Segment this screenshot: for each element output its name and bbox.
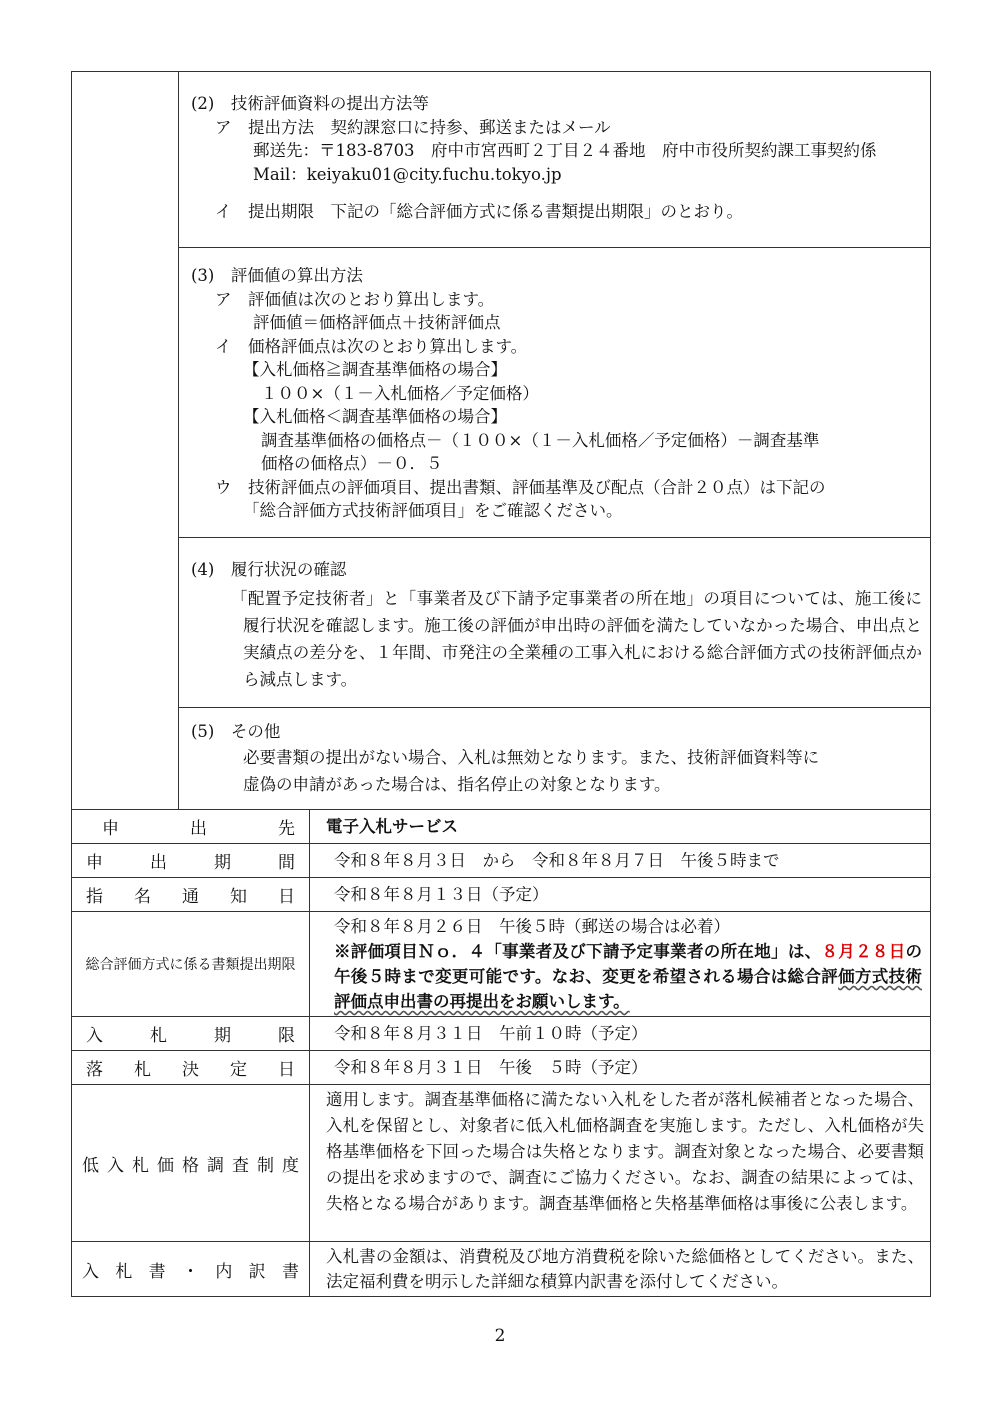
deadline-line: 令和８年８月２６日 午後５時（郵送の場合は必着） [334, 917, 730, 936]
case-1-heading: 【入札価格≧調査基準価格の場合】 [243, 360, 507, 379]
notice-label: 指名通知日 [72, 878, 310, 912]
section-4 [179, 537, 931, 708]
section-4-row [72, 537, 931, 708]
deadline-note-part-1: ※評価項目Ｎｏ．４「事業者及び下請予定事業者の所在地」は、 [334, 942, 822, 961]
award-date-row [72, 1051, 931, 1085]
submission-deadline-note: イ 提出期限 下記の「総合評価方式に係る書類提出期限」のとおり。 [215, 202, 743, 221]
deadline-label: 総合評価方式に係る書類提出期限 [72, 912, 310, 1017]
period-row [72, 844, 931, 878]
section-5 [179, 708, 931, 810]
evaluation-value-formula: 評価値＝価格評価点＋技術評価点 [253, 313, 501, 332]
evaluation-value-intro: ア 評価値は次のとおり算出します。 [215, 289, 495, 309]
section-3-heading: (3) 評価値の算出方法 [191, 266, 363, 285]
page-number: 2 [494, 1326, 506, 1346]
technical-score-note-1: ウ 技術評価点の評価項目、提出書類、評価基準及び配点（合計２０点）は下記の [215, 477, 826, 497]
deadline-change-note [334, 939, 922, 1014]
deadline-note-date: ８月２８日 [821, 942, 906, 961]
left-blank-cell [72, 72, 179, 810]
section-2 [179, 72, 931, 248]
bid-deadline-value: 令和８年８月３１日 午前１０時（予定） [310, 1017, 931, 1051]
period-value: 令和８年８月３日 から 令和８年８月７日 午後５時まで [310, 844, 931, 878]
bid-deadline-row [72, 1017, 931, 1051]
award-date-label: 落札決定日 [72, 1051, 310, 1085]
section-2-row [72, 72, 931, 248]
section-5-row [72, 708, 931, 810]
bid-docs-label: 入札書・内訳書 [72, 1242, 310, 1297]
notice-value: 令和８年８月１３日（予定） [310, 878, 931, 912]
case-2-formula-line-2: 価格の価格点）－０．５ [261, 454, 443, 473]
award-date-value: 令和８年８月３１日 午後 ５時（予定） [310, 1051, 931, 1085]
deadline-row [72, 912, 931, 1017]
low-bid-row [72, 1085, 931, 1242]
section-2-heading: (2) 技術評価資料の提出方法等 [191, 94, 429, 113]
deadline-note-part-3: 価方式技術評価点申出書の再提出をお願いします。 [334, 967, 922, 1011]
period-label: 申出期間 [72, 844, 310, 878]
notice-sheet [71, 71, 930, 1297]
conditions-table [71, 71, 931, 1297]
performance-check-text: 「配置予定技術者」と「事業者及び下請予定事業者の所在地」の項目については、施工後に履行状況を確認します。施工後の評価が申出時の評価を満たしていなかった場合、申出点と実績点の差分を、１年間、市発注の全業種の工事入札における総合評価方式の技術評価点から減点します。 [231, 589, 922, 689]
mail-address: Mail：keiyaku01@city.fuchu.tokyo.jp [253, 164, 562, 184]
postal-address: 郵送先：〒183-8703 府中市宮西町２丁目２４番地 府中市役所契約課工事契約係 [253, 141, 877, 160]
notice-row [72, 878, 931, 912]
bid-deadline-label: 入札期限 [72, 1017, 310, 1051]
section-3-row [72, 248, 931, 538]
price-score-intro: イ 価格評価点は次のとおり算出します。 [215, 336, 528, 356]
section-4-heading: (4) 履行状況の確認 [191, 559, 347, 579]
technical-score-note-2: 「総合評価方式技術評価項目」をご確認ください。 [243, 501, 623, 520]
section-3 [179, 248, 931, 538]
submission-method: ア 提出方法 契約課窓口に持参、郵送またはメール [215, 117, 611, 137]
destination-value: 電子入札サービス [310, 810, 931, 844]
destination-row [72, 810, 931, 844]
other-notes-line-1: 必要書類の提出がない場合、入札は無効となります。また、技術評価資料等に [243, 747, 820, 767]
section-5-heading: (5) その他 [191, 722, 281, 741]
low-bid-value: 適用します。調査基準価格に満たない入札をした者が落札候補者となった場合、入札を保留とし、対象者に低入札価格調査を実施します。ただし、入札価格が失格基準価格を下回った場合は失格となります。調査対象となった場合、必要書類の提出を求めますので、調査にご協力ください。なお、調査の結果によっては、失格となる場合があります。調査基準価格と失格基準価格は事後に公表します。 [310, 1085, 931, 1242]
deadline-value [310, 912, 931, 1017]
case-2-heading: 【入札価格＜調査基準価格の場合】 [243, 407, 507, 426]
destination-label: 申出先 [72, 810, 310, 844]
case-2-formula-line-1: 調査基準価格の価格点－（１００×（１－入札価格／予定価格）－調査基準 [261, 430, 820, 450]
bid-docs-value: 入札書の金額は、消費税及び地方消費税を除いた総価格としてください。また、法定福利費を明示した詳細な積算内訳書を添付してください。 [310, 1242, 931, 1297]
deadline-note-part-2: の午後５時まで変更可能です。なお、変更を希望される場合は総合評 [334, 942, 923, 986]
bid-docs-row [72, 1242, 931, 1297]
other-notes-line-2: 虚偽の申請があった場合は、指名停止の対象となります。 [243, 774, 671, 794]
case-1-formula: １００×（１－入札価格／予定価格） [261, 383, 539, 403]
low-bid-label: 低入札価格調査制度 [72, 1085, 310, 1242]
